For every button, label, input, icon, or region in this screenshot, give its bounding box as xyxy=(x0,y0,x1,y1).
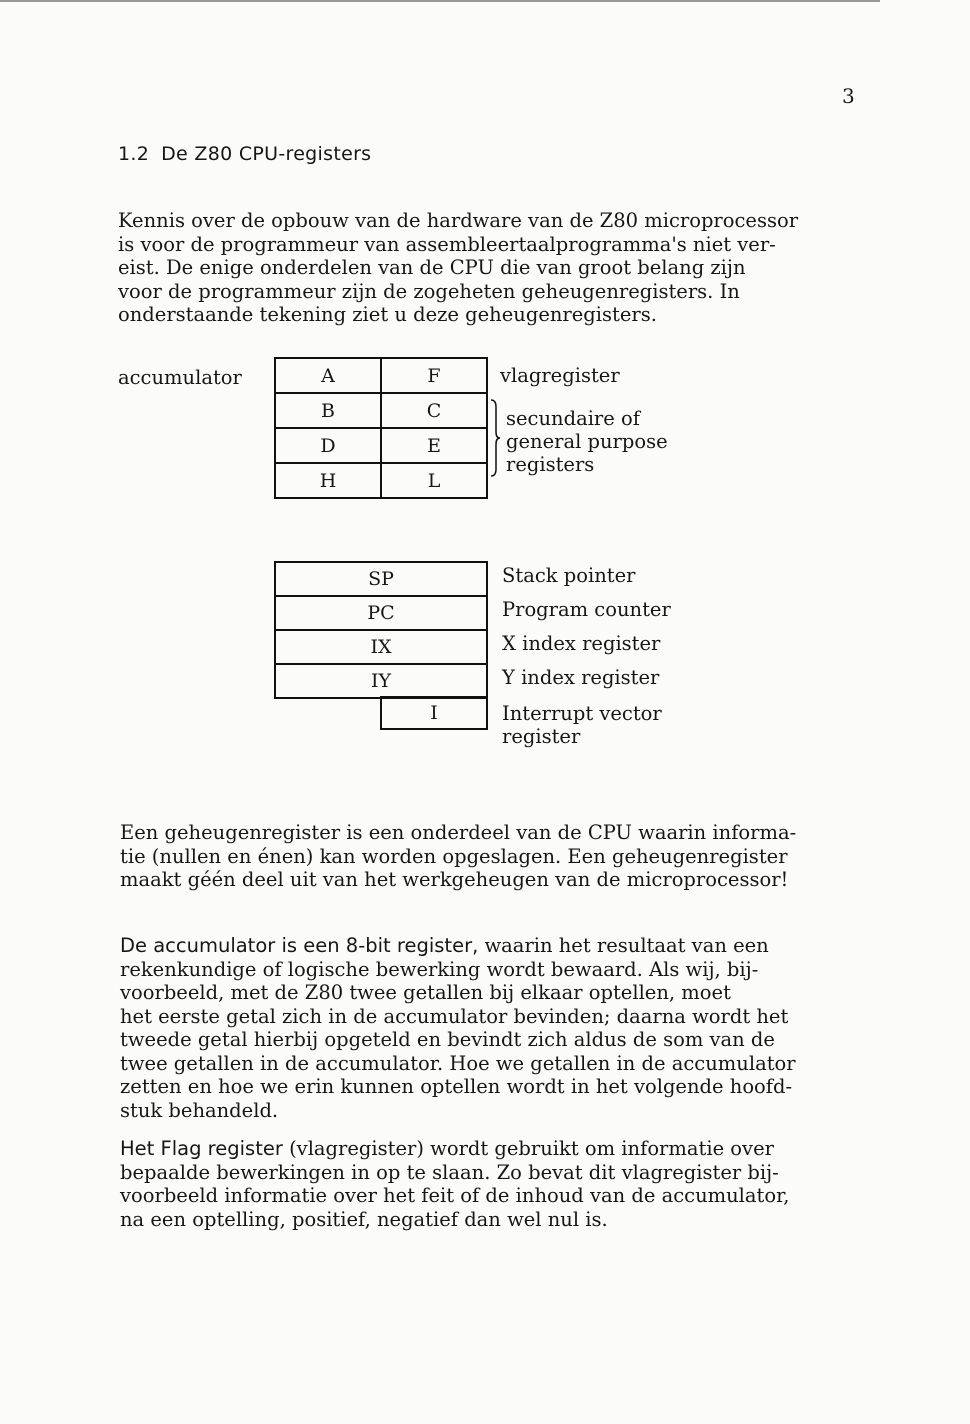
paragraph-line: voorbeeld, met de Z80 twee getallen bij elkaar optellen, moet xyxy=(120,981,731,1004)
accumulator-paragraph xyxy=(120,934,860,1122)
paragraph-line: voorbeeld informatie over het feit of de inhoud van de accumulator, xyxy=(120,1184,790,1207)
paragraph-line: bepaalde bewerkingen in op te slaan. Zo bevat dit vlagregister bij- xyxy=(120,1160,779,1184)
interrupt-register-cell: I xyxy=(380,696,488,730)
flag-register-label: vlagregister xyxy=(500,364,620,387)
register-cell: L xyxy=(380,464,486,497)
register-label: X index register xyxy=(502,632,661,655)
register-cell: PC xyxy=(276,595,486,629)
register-cell: SP xyxy=(368,568,394,590)
paragraph-line: na een optelling, positief, negatief dan wel nul is. xyxy=(120,1207,608,1231)
register-row xyxy=(276,462,486,497)
interrupt-label-line: register xyxy=(502,725,581,748)
intro-line: onderstaande tekening ziet u deze geheugenregisters. xyxy=(118,303,657,326)
intro-paragraph xyxy=(118,209,858,327)
register-label: Y index register xyxy=(502,666,660,689)
register-cell: D xyxy=(320,434,336,457)
curly-brace-icon xyxy=(490,399,500,477)
accumulator-lead: De accumulator is een 8-bit register, xyxy=(120,934,479,957)
accumulator-lead-rest: waarin het resultaat van een xyxy=(478,934,769,957)
register-cell: IY xyxy=(276,663,486,697)
secondary-label-line: registers xyxy=(506,453,595,476)
register-cell: B xyxy=(321,399,335,422)
register-label: Stack pointer xyxy=(502,564,636,587)
paragraph-line: maakt géén deel uit van het werkgeheugen van de microprocessor! xyxy=(120,868,789,891)
paragraph-line: tie (nullen en énen) kan worden opgeslagen. Een geheugenregister xyxy=(120,844,788,868)
flag-register-lead: Het Flag register xyxy=(120,1137,283,1160)
section-title: De Z80 CPU-registers xyxy=(161,143,372,165)
register-cell: E xyxy=(380,429,486,462)
secondary-label-line: secundaire of xyxy=(506,407,640,430)
intro-line: is voor de programmeur van assembleertaalprogramma's niet ver- xyxy=(118,232,776,256)
paragraph-line: rekenkundige of logische bewerking wordt bewaard. Als wij, bij- xyxy=(120,957,759,981)
intro-line: eist. De enige onderdelen van de CPU die van groot belang zijn xyxy=(118,256,746,279)
interrupt-label-line: Interrupt vector xyxy=(502,702,662,725)
flag-register-lead-rest: (vlagregister) wordt gebruikt om informatie over xyxy=(282,1137,774,1160)
register-label: Program counter xyxy=(502,598,671,621)
paragraph-line: Een geheugenregister is een onderdeel van de CPU waarin informa- xyxy=(120,821,797,844)
paragraph-line: het eerste getal zich in de accumulator bevinden; daarna wordt het xyxy=(120,1004,789,1028)
paragraph-line: twee getallen in de accumulator. Hoe we getallen in de accumulator xyxy=(120,1051,796,1075)
flag-register-paragraph xyxy=(120,1137,860,1231)
secondary-label-line: general purpose xyxy=(506,430,668,453)
register-cell: H xyxy=(319,469,337,492)
register-row xyxy=(276,359,486,392)
page-number: 3 xyxy=(842,84,855,108)
geheugenregister-paragraph xyxy=(120,821,860,892)
register-cell: IX xyxy=(276,629,486,663)
paragraph-first-line xyxy=(120,1137,860,1161)
register-cell: F xyxy=(380,359,486,392)
section-heading xyxy=(118,143,371,165)
intro-line: Kennis over de opbouw van de hardware van de Z80 microprocessor xyxy=(118,209,799,232)
register-cell: C xyxy=(380,394,486,427)
special-register-table xyxy=(274,561,488,699)
page-top-rule xyxy=(0,0,880,2)
register-pair-table xyxy=(274,357,488,499)
intro-line: voor de programmeur zijn de zogeheten geheugenregisters. In xyxy=(118,279,740,303)
register-row xyxy=(276,427,486,462)
paragraph-line: zetten en hoe we erin kunnen optellen wordt in het volgende hoofd- xyxy=(120,1075,793,1098)
register-cell: A xyxy=(321,364,335,387)
paragraph-line: stuk behandeld. xyxy=(120,1098,279,1122)
paragraph-first-line xyxy=(120,934,860,958)
accumulator-label: accumulator xyxy=(118,366,242,389)
section-number: 1.2 xyxy=(118,143,150,165)
register-row xyxy=(276,392,486,427)
paragraph-line: tweede getal hierbij opgeteld en bevindt zich aldus de som van de xyxy=(120,1028,775,1051)
